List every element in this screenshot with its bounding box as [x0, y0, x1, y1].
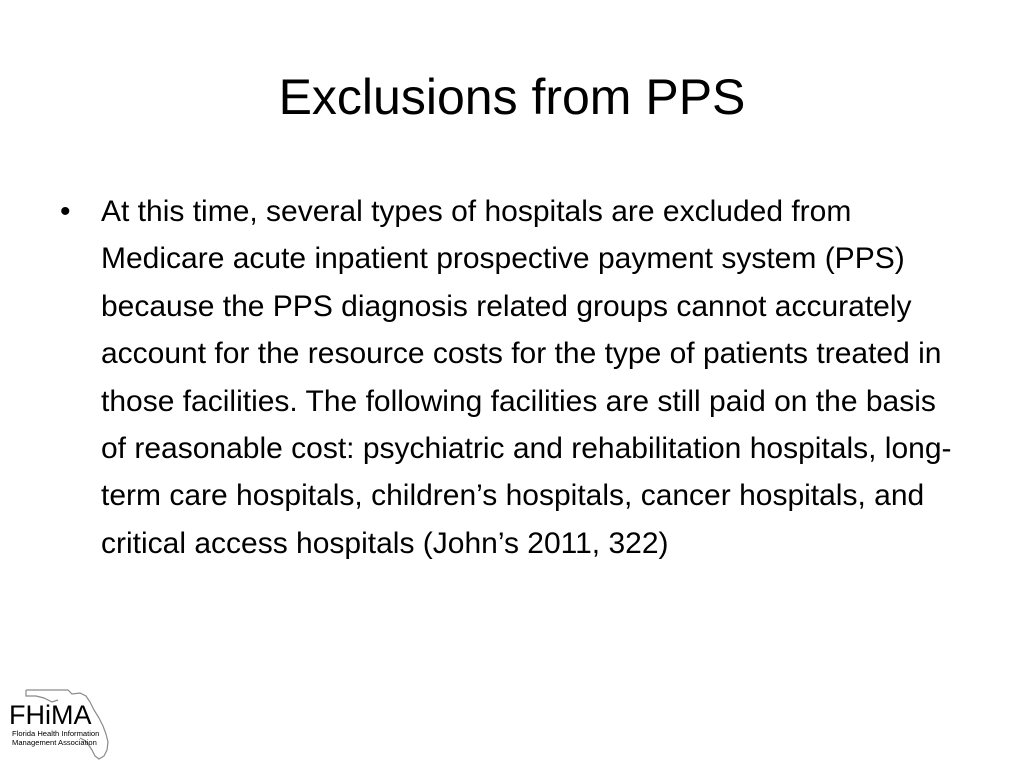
bullet-marker: •	[60, 195, 71, 228]
bullet-text: At this time, several types of hospitals are excluded from Medicare acute inpatient prospective payment system (PPS) because the PPS diagnosis related groups cannot accurately account for the resource costs for the type of patients treated in those facilities. The following facilities are still paid on the basis of reasonable cost: psychiatric and rehabilitation hospitals, long-term care hospitals, children’s hospitals, cancer hospitals, and critical access hospitals (John’s 2011, 322)	[101, 195, 952, 560]
logo-name-text: FHiMA	[9, 700, 92, 730]
bullet-list	[60, 188, 960, 567]
florida-outline-icon	[6, 684, 114, 762]
bullet-item	[60, 188, 960, 567]
logo-subtitle-line-1: Florida Health Information	[12, 729, 100, 738]
slide-title: Exclusions from PPS	[278, 69, 746, 125]
fhima-logo	[6, 684, 114, 762]
logo-subtitle-line-2: Management Association	[12, 738, 97, 747]
